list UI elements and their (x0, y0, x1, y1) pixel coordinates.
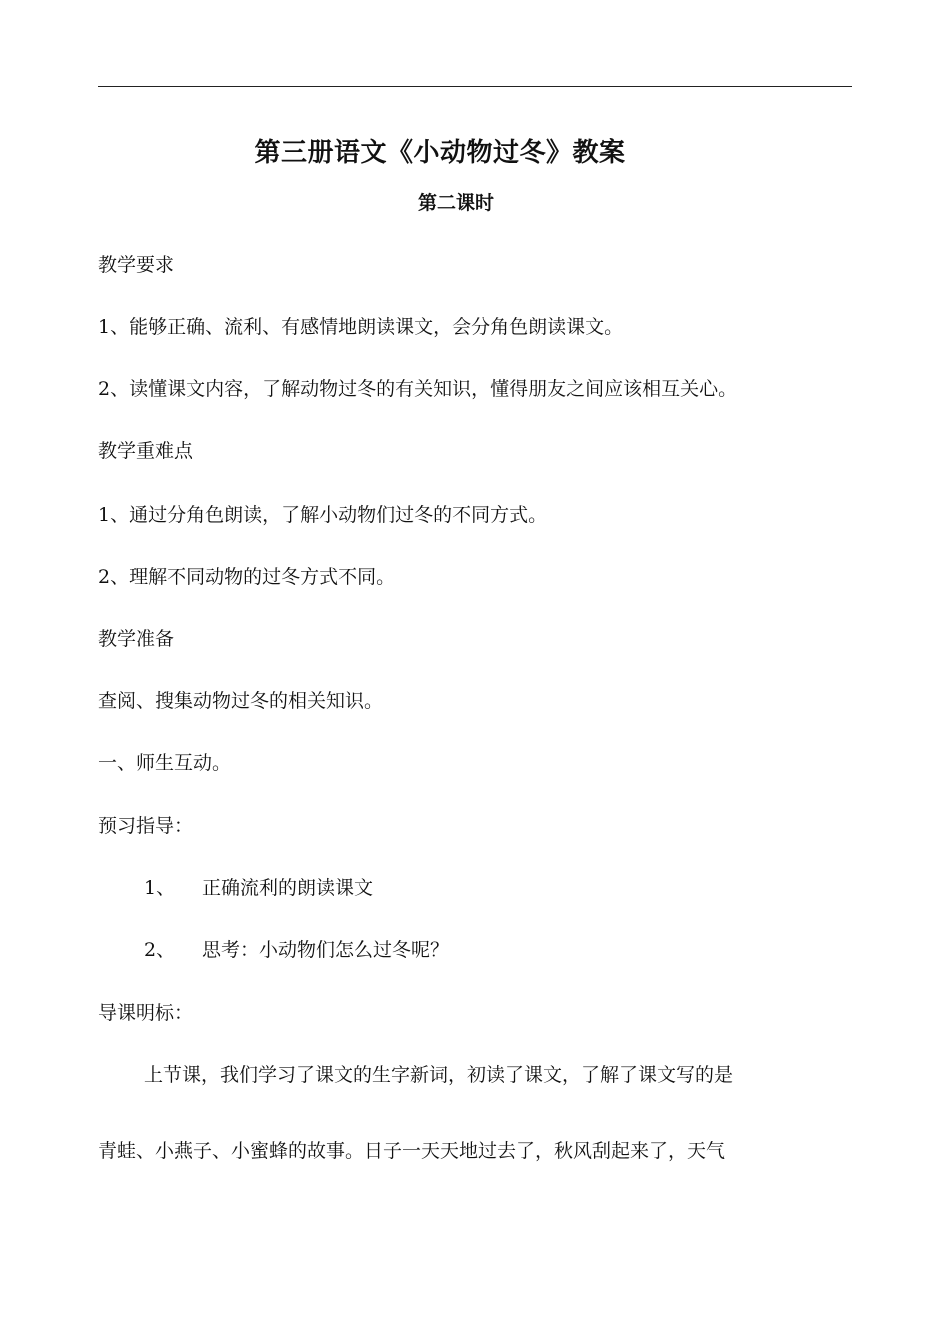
interaction-heading: 一、师生互动。 (98, 752, 232, 774)
list-number: 2、 (144, 939, 176, 961)
preparation-heading: 教学准备 (98, 628, 175, 650)
list-number: 1、 (144, 877, 176, 899)
document-subtitle: 第二课时 (417, 192, 494, 214)
intro-paragraph-line-1: 上节课，我们学习了课文的生字新词，初读了课文，了解了课文写的是 (144, 1064, 734, 1086)
document-title: 第三册语文《小动物过冬》教案 (254, 138, 626, 168)
requirements-heading: 教学要求 (98, 254, 175, 276)
requirement-item-2: 2、读懂课文内容，了解动物过冬的有关知识，懂得朋友之间应该相互关心。 (98, 378, 738, 400)
difficulty-item-1: 1、通过分角色朗读，了解小动物们过冬的不同方式。 (98, 504, 548, 526)
intro-paragraph-line-2: 青蛙、小燕子、小蜜蜂的故事。日子一天天地过去了，秋风刮起来了，天气 (98, 1140, 726, 1162)
intro-heading: 导课明标： (98, 1002, 194, 1024)
preparation-text: 查阅、搜集动物过冬的相关知识。 (98, 690, 384, 712)
difficulty-heading: 教学重难点 (98, 440, 194, 462)
list-item-text: 正确流利的朗读课文 (202, 877, 374, 899)
list-item-text: 思考：小动物们怎么过冬呢？ (202, 939, 450, 961)
difficulty-item-2: 2、理解不同动物的过冬方式不同。 (98, 566, 396, 588)
header-rule (98, 86, 852, 87)
requirement-item-1: 1、能够正确、流利、有感情地朗读课文，会分角色朗读课文。 (98, 316, 624, 338)
preview-heading: 预习指导： (98, 815, 194, 837)
